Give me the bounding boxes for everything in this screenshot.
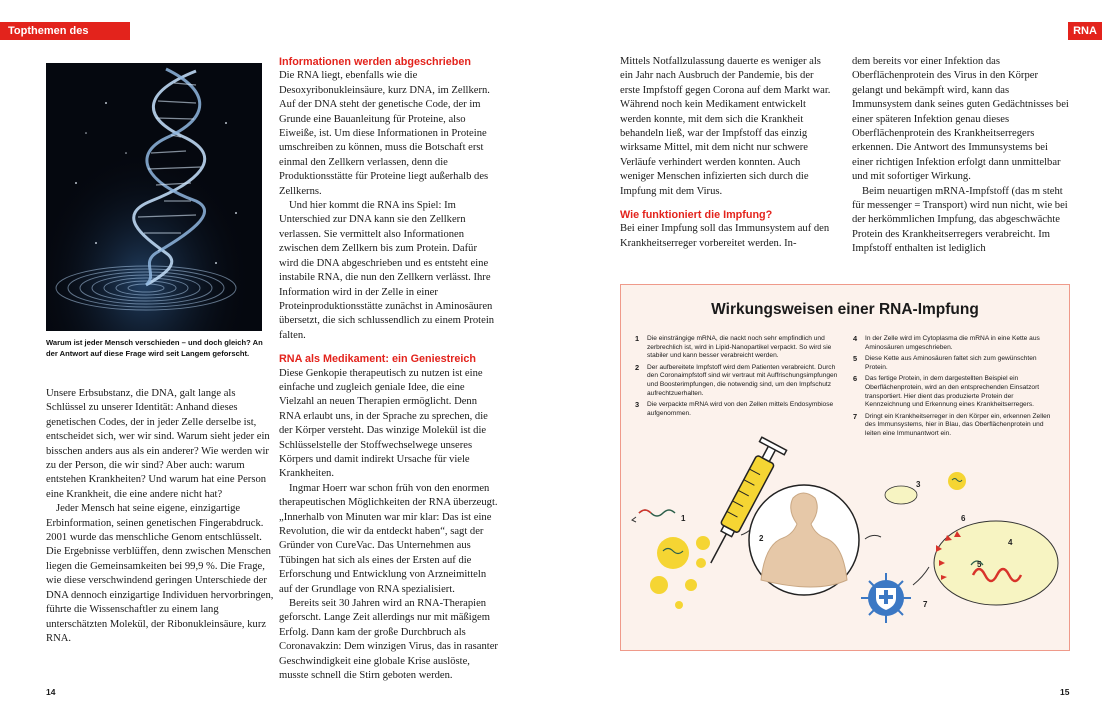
- patient-torso-icon: [749, 485, 859, 595]
- subheading: Wie funktioniert die Impfung?: [620, 209, 773, 222]
- vaccine-process-diagram: [621, 435, 1068, 650]
- arrow-icon: [865, 535, 881, 539]
- dna-helix-illustration: [46, 63, 262, 331]
- step-text: In der Zelle wird im Cytoplasma die mRNA in eine Kette aus Aminosäuren umgeschrieben.: [865, 335, 1040, 351]
- step-number: 3: [635, 400, 640, 410]
- step-text: Die verpackte mRNA wird von den Zellen mittels Endosymbiose aufgenommen.: [647, 401, 834, 417]
- paragraph: Jeder Mensch hat seine eigene, einzigartige Erbinformation, seinen genetischen Fingerabdruck. 2001 wurde das menschliche Genom entschlüsselt. Die Ergebnisse verblüffen, denn zwischen Menschen liegen die Gemeinsamkeiten bei 99,9 %. Die Frage, wie diese verschwindend geringen Unterschiede der DNA dennoch einzigartige Individuen hervorbringen, führte die Wissenschaftler zu einem lang unterschätzten Molekül, der Ribonukleinsäure, kurz RNA.: [46, 503, 274, 644]
- paragraph: Mittels Notfallzulassung dauerte es weniger als ein Jahr nach Ausbruch der Pandemie, bis der erste Impfstoff gegen Corona auf dem Markt war. Während noch kein Medikament entwickelt werden konnte, mit dem sich die Krankheit behandeln ließ, war der Impfstoff das einzig wirksame Mittel, mit dem nicht nur schwere Verläufe verhindert werden konnten. Auch weniger Menschen infizierten sich durch die Impfung mit dem Virus.: [620, 56, 831, 197]
- steps-right: [853, 335, 1057, 442]
- paragraph: Bei einer Impfung soll das Immunsystem auf den Krankheitserreger vorbereitet werden. In-: [620, 223, 830, 249]
- cell-uptake-icon: [885, 472, 966, 504]
- column-3: [620, 55, 832, 251]
- paragraph: dem bereits vor einer Infektion das Oberflächenprotein des Virus in den Körper gelangt und bekämpft wird, kann das Immunsystem dank seines guten Gedächtnisses bei einer späteren Infektion genau dieses Oberflächenprotein des Krankheitserregers erkennen. Die Antwort des Immunsystems bei einer richtigen Infektion erfolgt dann unmittelbar und mit sofortiger Wirkung.: [852, 56, 1069, 183]
- photo-caption: Warum ist jeder Mensch verschieden – und doch gleich? An der Antwort auf diese Frage wird seit Langem geforscht.: [46, 338, 263, 358]
- infographic-box: [620, 284, 1070, 651]
- step-text: Dringt ein Krankheitserreger in den Körper ein, erkennen Zellen des Immunsystems, hier in Blau, das Oberflächenprotein und leiten eine Immunantwort ein.: [865, 412, 1051, 437]
- paragraph: Ingmar Hoerr war schon früh von den enormen therapeutischen Möglichkeiten der RNA überzeugt. „Innerhalb von Minuten war mir klar: Das ist eine Revolution, die wir da entdeckt haben“, sagt der Gründer von CureVac. Das Unternehmen aus Tübingen hat sich als eines der Ersten auf die Erforschung und Entwicklung von Arzneimitteln auf der Grundlage von RNA spezialisiert.: [279, 482, 498, 595]
- paragraph: Beim neuartigen mRNA-Impfstoff (das m steht für messenger = Transport) wird nun nicht, wie bei der herkömmlichen Impfung, das abgeschwächte Protein des Krankheitserregers verabreicht. Im Impfstoff enthalten ist lediglich: [852, 185, 1068, 255]
- step-text: Das fertige Protein, in dem dargestellten Beispiel ein Oberflächenprotein, wird an den entsprechenden Einsatzort transportiert. Hier dient das produzierte Protein der Kennzeichnung und Erkennung eines Krankheitserregers.: [865, 375, 1040, 409]
- step-number: 6: [853, 374, 858, 384]
- dna-fingerprint-photo: [46, 63, 262, 331]
- column-2: [279, 55, 499, 683]
- section-tag: Topthemen des Jahres: [0, 22, 130, 40]
- steps-left: [635, 335, 841, 421]
- diagram-label-6: 6: [961, 514, 966, 523]
- step-item: [635, 364, 841, 398]
- diagram-label-3: 3: [916, 480, 921, 489]
- page-number-right: 15: [1060, 687, 1070, 697]
- step-number: 7: [853, 411, 858, 421]
- step-number: 2: [635, 362, 640, 372]
- step-number: 4: [853, 334, 858, 343]
- column-4: [852, 55, 1070, 257]
- step-text: Die einsträngige mRNA, die nackt noch sehr empfindlich und zerbrechlich ist, wird in Lipid-Nanopartikel verpackt. So wird sie stabiler und kann besser verabreicht werden.: [647, 335, 832, 360]
- paragraph: Die RNA liegt, ebenfalls wie die Desoxyribonukleinsäure, kurz DNA, im Zellkern. Auf der DNA steht der genetische Code, der im Grunde eine Bauanleitung für Proteine, also Eiweiße, ist. Um diese Informationen in Proteine umschreiben zu können, muss die Botschaft erst einmal den Zellkern verlassen, denn die Produktionsstätte für Proteine liegt außerhalb des Zellkerns.: [279, 70, 490, 197]
- step-item: [853, 375, 1057, 409]
- infographic-title: Wirkungsweisen einer RNA-Impfung: [711, 301, 979, 318]
- step-number: 1: [635, 334, 640, 343]
- cell-protein-production-icon: [934, 521, 1058, 605]
- paragraph: Und hier kommt die RNA ins Spiel: Im Unterschied zur DNA kann sie den Zellkern verlassen. Sie vermittelt also Informationen zwischen dem Zellkern bis zum Protein. Dafür wird die DNA abgeschrieben und es entsteht eine instabile RNA, die nun den Zellkern verlässt. Ihre Information wird in der Zelle in einer Proteinproduktionsstätte zunächst in Aminosäuren übersetzt, die sich schlussendlich zu einem Protein falten.: [279, 200, 495, 341]
- diagram-label-7: 7: [923, 600, 928, 609]
- subheading: Informationen werden abgeschrieben: [279, 56, 471, 68]
- paragraph: Unsere Erbsubstanz, die DNA, galt lange als Schlüssel zu unserer Identität: Anhand dieses genetischen Codes, der in jeder Zelle derselbe ist, entscheidet sich, wer wir sind. Warum sieht jeder ein bisschen anders aus als ein anderer? Wie werden wir zu der Person, die wir sind? Aber auch: warum entstehen Krankheiten? Und warum hat eine Person eine Krankheit, die eine andere nicht hat?: [46, 388, 270, 500]
- diagram-label-2: 2: [759, 534, 764, 543]
- step-text: Diese Kette aus Aminosäuren faltet sich zum gewünschten Protein.: [865, 355, 1037, 371]
- arrow-icon: [913, 567, 929, 585]
- column-1: [46, 387, 276, 646]
- mrna-strand-icon: [632, 510, 675, 522]
- topic-tag: RNA: [1068, 22, 1102, 40]
- paragraph: Diese Genkopie therapeutisch zu nutzen ist eine einfache und zugleich geniale Idee, die eine Vielzahl an neuen Therapien ermöglicht. Denn RNA erlaubt uns, in der Sprache zu sprechen, die der Körper versteht. Das winzige Molekül ist die Schlüsselstelle der Stoffwechselwege unseres Körpers und damit indirekt Ursache für viele Krankheiten.: [279, 367, 488, 480]
- diagram-label-4: 4: [1008, 538, 1013, 547]
- step-item: [853, 355, 1057, 372]
- step-text: Der aufbereitete Impfstoff wird dem Patienten verabreicht. Durch den Coronaimpfstoff sind wir vertraut mit Auffrischungsimpfungen und Boosterimpfungen, die notwendig sind, um den Impfschutz aufrechtzuerhalten.: [647, 363, 838, 397]
- paragraph: Bereits seit 30 Jahren wird an RNA-Therapien geforscht. Lange Zeit allerdings nur mit mäßigem Erfolg. Dann kam der große Durchbruch als Coronavakzin: Dem winzigen Virus, das in rasanter Geschwindigkeit eine globale Krise auslöste, musste schnell die Stirn geboten werden.: [279, 598, 498, 682]
- diagram-label-1: 1: [681, 514, 686, 523]
- immune-cell-icon: [861, 573, 911, 623]
- step-number: 5: [853, 354, 858, 364]
- subheading: RNA als Medikament: ein Geniestreich: [279, 353, 477, 366]
- diagram-label-5: 5: [977, 560, 982, 569]
- step-item: [635, 335, 841, 361]
- step-item: [853, 335, 1057, 352]
- page-number-left: 14: [46, 687, 56, 697]
- step-item: [635, 401, 841, 418]
- lipid-nanoparticle-icon: [650, 536, 710, 609]
